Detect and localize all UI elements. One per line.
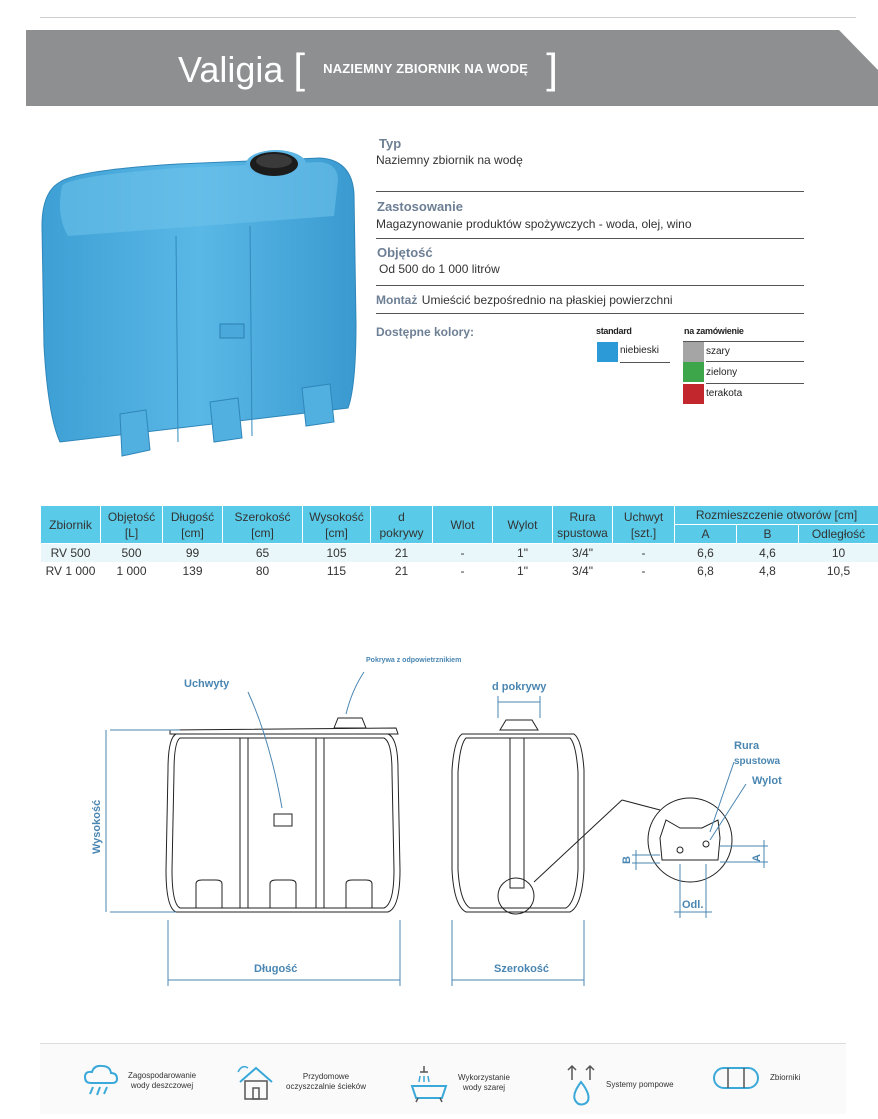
footer-label-shower: Wykorzystanie wody szarej bbox=[458, 1073, 510, 1092]
header-wlot: Wlot bbox=[433, 506, 493, 544]
header-b: B bbox=[737, 525, 799, 544]
table-cell: 500 bbox=[101, 544, 163, 563]
table-cell: 4,8 bbox=[737, 562, 799, 580]
table-cell: 105 bbox=[303, 544, 371, 563]
spec-divider bbox=[376, 238, 804, 239]
mount-row bbox=[376, 291, 673, 309]
mount-label: Montaż bbox=[376, 293, 418, 307]
header-dlugosc-unit: [cm] bbox=[181, 525, 204, 540]
spec-divider bbox=[376, 285, 804, 286]
brand-name: Valigia bbox=[178, 49, 284, 90]
table-cell: - bbox=[613, 544, 675, 563]
volume-value: Od 500 do 1 000 litrów bbox=[379, 262, 500, 276]
label-rura: Rura bbox=[734, 740, 760, 752]
color-swatch-terakota bbox=[683, 384, 704, 404]
technical-drawing bbox=[70, 650, 790, 995]
header-rura-spustowa bbox=[553, 506, 613, 544]
top-divider bbox=[40, 17, 856, 18]
table-cell: 80 bbox=[223, 562, 303, 580]
table-cell: 65 bbox=[223, 544, 303, 563]
page-title bbox=[178, 44, 558, 92]
footer-label-rain: Zagospodarowanie wody deszczowej bbox=[128, 1071, 197, 1090]
header-szerokosc-label: Szerokość bbox=[234, 509, 291, 524]
table-cell: 99 bbox=[163, 544, 223, 563]
header-szerokosc-unit: [cm] bbox=[251, 525, 274, 540]
table-cell: 10,5 bbox=[799, 562, 878, 580]
header-objetosc-unit: [L] bbox=[124, 525, 139, 540]
header-uchwyt-label: Uchwyt bbox=[623, 509, 664, 524]
header-odleglosc: Odległość bbox=[799, 525, 878, 544]
standard-colors-heading: standard bbox=[596, 326, 632, 336]
header-szerokosc bbox=[223, 506, 303, 544]
rain-cloud-icon bbox=[82, 1062, 120, 1100]
usage-label: Zastosowanie bbox=[377, 199, 463, 214]
swatch-divider bbox=[706, 361, 804, 362]
header-uchwyt bbox=[613, 506, 675, 544]
table-cell: RV 500 bbox=[41, 544, 101, 563]
color-swatch-niebieski bbox=[597, 342, 618, 362]
table-cell: 10 bbox=[799, 544, 878, 563]
label-spustowa: spustowa bbox=[734, 756, 781, 767]
header-uchwyt-unit: [szt.] bbox=[630, 525, 657, 540]
pump-drop-icon bbox=[564, 1062, 598, 1108]
header-rura-label: Rura bbox=[569, 509, 596, 524]
header-objetosc-label: Objętość bbox=[107, 509, 156, 524]
type-value: Naziemny zbiornik na wodę bbox=[376, 153, 523, 167]
table-cell: - bbox=[433, 544, 493, 563]
footer-item-pump[interactable] bbox=[564, 1062, 674, 1108]
header-dlugosc bbox=[163, 506, 223, 544]
footer-item-rain[interactable] bbox=[82, 1062, 196, 1100]
shower-bath-icon bbox=[408, 1062, 450, 1104]
header-zbiornik: Zbiornik bbox=[41, 506, 101, 544]
footer-item-house[interactable] bbox=[234, 1062, 366, 1102]
house-icon bbox=[234, 1062, 278, 1102]
color-name-terakota: terakota bbox=[706, 388, 743, 399]
footer-label-house: Przydomowe oczyszczalnie ścieków bbox=[286, 1072, 367, 1091]
mount-value: Umieścić bezpośrednio na płaskiej powierzchni bbox=[421, 293, 673, 307]
label-a: A bbox=[751, 854, 763, 862]
footer-label-pump: Systemy pompowe bbox=[606, 1080, 674, 1089]
table-cell: 6,8 bbox=[675, 562, 737, 580]
header-rozmieszczenie: Rozmieszczenie otworów [cm] bbox=[675, 506, 878, 525]
table-cell: 21 bbox=[371, 544, 433, 563]
bracket-close: ] bbox=[546, 45, 558, 92]
table-cell: 1" bbox=[493, 544, 553, 563]
table-cell: RV 1 000 bbox=[41, 562, 101, 580]
table-cell: 6,6 bbox=[675, 544, 737, 563]
footer-item-tank[interactable] bbox=[710, 1062, 800, 1094]
label-d-pokrywy: d pokrywy bbox=[492, 681, 547, 693]
swatch-divider bbox=[683, 341, 804, 342]
footer-bar bbox=[40, 1044, 846, 1114]
color-name-niebieski: niebieski bbox=[620, 345, 659, 356]
label-wysokosc: Wysokość bbox=[91, 799, 103, 854]
product-subtitle: NAZIEMNY ZBIORNIK NA WODĘ bbox=[323, 61, 529, 76]
table-cell: 3/4" bbox=[553, 562, 613, 580]
volume-label: Objętość bbox=[377, 245, 433, 260]
order-colors-heading: na zamówienie bbox=[684, 326, 744, 336]
header-a: A bbox=[675, 525, 737, 544]
table-row bbox=[41, 562, 878, 580]
color-name-zielony: zielony bbox=[706, 367, 738, 378]
table-cell: 21 bbox=[371, 562, 433, 580]
label-szerokosc: Szerokość bbox=[494, 963, 550, 975]
table-cell: 4,6 bbox=[737, 544, 799, 563]
colors-label: Dostępne kolory: bbox=[376, 325, 475, 339]
tank-illustration bbox=[38, 146, 360, 458]
label-dlugosc: Długość bbox=[254, 963, 298, 975]
swatch-divider bbox=[706, 383, 804, 384]
label-pokrywa: Pokrywa z odpowietrznikiem bbox=[366, 657, 462, 664]
color-swatch-zielony bbox=[683, 362, 704, 382]
dimensions-table bbox=[40, 505, 878, 580]
header-pokrywy-label: pokrywy bbox=[379, 525, 424, 540]
color-swatch-szary bbox=[683, 342, 704, 362]
header-wysokosc bbox=[303, 506, 371, 544]
usage-value: Magazynowanie produktów spożywczych - woda, olej, wino bbox=[376, 217, 692, 231]
table-cell: - bbox=[433, 562, 493, 580]
swatch-underline bbox=[620, 362, 670, 363]
label-wylot: Wylot bbox=[752, 775, 782, 787]
header-dlugosc-label: Długość bbox=[170, 509, 215, 524]
table-cell: 1 000 bbox=[101, 562, 163, 580]
header-objetosc bbox=[101, 506, 163, 544]
color-name-szary: szary bbox=[706, 346, 730, 357]
label-uchwyty: Uchwyty bbox=[184, 678, 230, 690]
table-row bbox=[41, 544, 878, 563]
label-b: B bbox=[621, 856, 633, 864]
header-spustowa-label: spustowa bbox=[557, 525, 608, 540]
spec-divider bbox=[376, 313, 804, 314]
header-d-pokrywy bbox=[371, 506, 433, 544]
footer-item-shower[interactable] bbox=[408, 1062, 510, 1104]
table-cell: - bbox=[613, 562, 675, 580]
header-wylot: Wylot bbox=[493, 506, 553, 544]
header-d-label: d bbox=[398, 509, 405, 524]
footer-label-tank: Zbiorniki bbox=[770, 1073, 801, 1082]
table-cell: 139 bbox=[163, 562, 223, 580]
type-label: Typ bbox=[379, 136, 402, 151]
label-odl: Odl. bbox=[682, 899, 704, 911]
header-wysokosc-label: Wysokość bbox=[309, 509, 364, 524]
tank-icon bbox=[710, 1062, 762, 1094]
table-cell: 1" bbox=[493, 562, 553, 580]
table-cell: 3/4" bbox=[553, 544, 613, 563]
header-wysokosc-unit: [cm] bbox=[325, 525, 348, 540]
bracket-open: [ bbox=[293, 45, 306, 92]
table-cell: 115 bbox=[303, 562, 371, 580]
spec-divider bbox=[376, 191, 804, 192]
